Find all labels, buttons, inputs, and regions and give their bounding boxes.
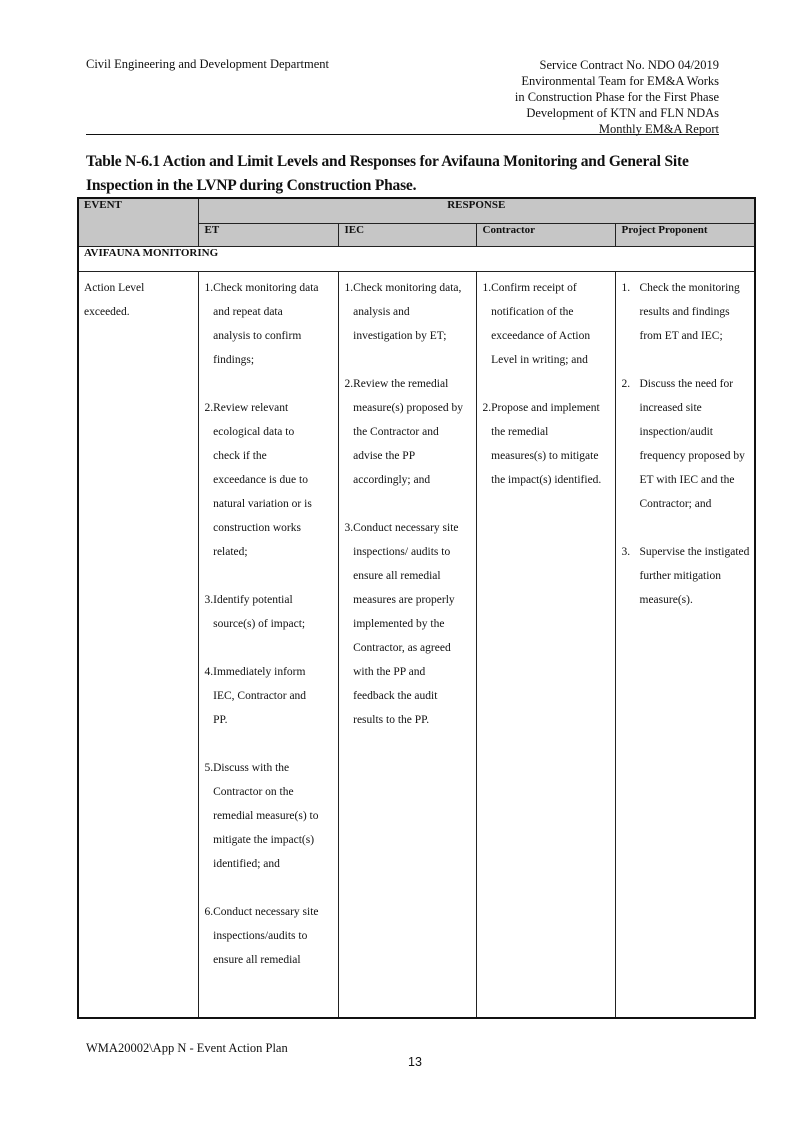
item-number: 4.	[204, 666, 214, 678]
event-cell	[78, 272, 198, 1019]
item-number: 5.	[204, 762, 214, 774]
item-number: 3.	[621, 546, 631, 558]
response-item	[205, 660, 334, 732]
item-number: 2.	[204, 402, 214, 414]
item-text: Confirm receipt of notification of the exceedance of Action Level in writing; and	[491, 282, 591, 366]
item-text: Discuss with the Contractor on the remedial measure(s) to mitigate the impact(s) identified; and	[213, 762, 319, 870]
header-line: Environmental Team for EM&A Works	[521, 74, 719, 88]
table-row	[78, 272, 755, 1019]
response-item	[622, 372, 751, 516]
response-item	[345, 516, 472, 732]
header-divider	[86, 134, 719, 135]
item-text: Review relevant ecological data to check if the exceedance is due to natural variation or is construction works related;	[213, 402, 312, 558]
event-text: Action Level exceeded.	[84, 282, 145, 318]
column-header-et: ET	[198, 224, 338, 247]
response-item	[483, 276, 611, 372]
header-department: Civil Engineering and Development Department	[86, 57, 329, 71]
response-item	[622, 540, 751, 612]
response-item	[205, 396, 334, 564]
response-item	[205, 588, 334, 636]
table-title: Table N-6.1 Action and Limit Levels and Responses for Avifauna Monitoring and General Site Inspection in the LVNP during Construction Phase.	[86, 153, 689, 194]
item-number: 2.	[344, 378, 354, 390]
response-item	[622, 276, 751, 348]
column-header-project-proponent: Project Proponent	[615, 224, 755, 247]
response-item	[483, 396, 611, 492]
page-number: 13	[408, 1055, 422, 1069]
header-row-response	[78, 198, 755, 224]
et-response-cell	[198, 272, 338, 1019]
header-line: Service Contract No. NDO 04/2019	[539, 58, 719, 72]
section-row	[78, 247, 755, 272]
et-response-list	[199, 272, 338, 972]
iec-response-cell	[338, 272, 476, 1019]
header-line: Monthly EM&A Report	[598, 122, 719, 136]
header-contract-info	[515, 57, 719, 137]
response-item	[345, 276, 472, 348]
item-number: 2.	[621, 378, 631, 390]
item-number: 1.	[204, 282, 214, 294]
contractor-response-list	[477, 272, 615, 492]
item-text: Check monitoring data, analysis and investigation by ET;	[353, 282, 462, 342]
response-column-header: RESPONSE	[198, 198, 755, 224]
event-action-table	[77, 197, 756, 1019]
event-column-header: EVENT	[78, 198, 198, 247]
response-item	[205, 756, 334, 876]
column-header-contractor: Contractor	[476, 224, 615, 247]
column-header-iec: IEC	[338, 224, 476, 247]
iec-response-list	[339, 272, 476, 732]
item-text: Conduct necessary site inspections/audits to ensure all remedial	[213, 906, 319, 966]
item-number: 3.	[344, 522, 354, 534]
item-number: 3.	[204, 594, 214, 606]
item-number: 1.	[621, 282, 631, 294]
item-text: Conduct necessary site inspections/ audits to ensure all remedial measures are properly implemented by the Contractor, as agreed with the PP and feedback the audit results to the PP.	[353, 522, 459, 726]
item-number: 6.	[204, 906, 214, 918]
response-item	[345, 372, 472, 492]
item-number: 2.	[482, 402, 492, 414]
item-text: Identify potential source(s) of impact;	[213, 594, 306, 630]
header-line: in Construction Phase for the First Phase	[514, 90, 719, 104]
item-number: 1.	[482, 282, 492, 294]
item-text: Propose and implement the remedial measures(s) to mitigate the impact(s) identified.	[491, 402, 602, 486]
pp-response-cell	[615, 272, 755, 1019]
response-item	[205, 276, 334, 372]
response-item	[205, 900, 334, 972]
header-line: Development of KTN and FLN NDAs	[526, 106, 719, 120]
contractor-response-cell	[476, 272, 615, 1019]
item-text: Discuss the need for increased site inspection/audit frequency proposed by ET with IEC and the Contractor; and	[639, 378, 745, 510]
pp-response-list	[616, 272, 755, 612]
item-text: Check monitoring data and repeat data analysis to confirm findings;	[213, 282, 319, 366]
item-number: 1.	[344, 282, 354, 294]
item-text: Check the monitoring results and findings from ET and IEC;	[639, 282, 740, 342]
section-avifauna-monitoring: AVIFAUNA MONITORING	[78, 247, 755, 272]
item-text: Immediately inform IEC, Contractor and PP.	[213, 666, 307, 726]
item-text: Review the remedial measure(s) proposed by the Contractor and advise the PP accordingly; and	[353, 378, 463, 486]
footer-document-ref: WMA20002\App N - Event Action Plan	[86, 1041, 288, 1055]
item-text: Supervise the instigated further mitigation measure(s).	[639, 546, 750, 606]
